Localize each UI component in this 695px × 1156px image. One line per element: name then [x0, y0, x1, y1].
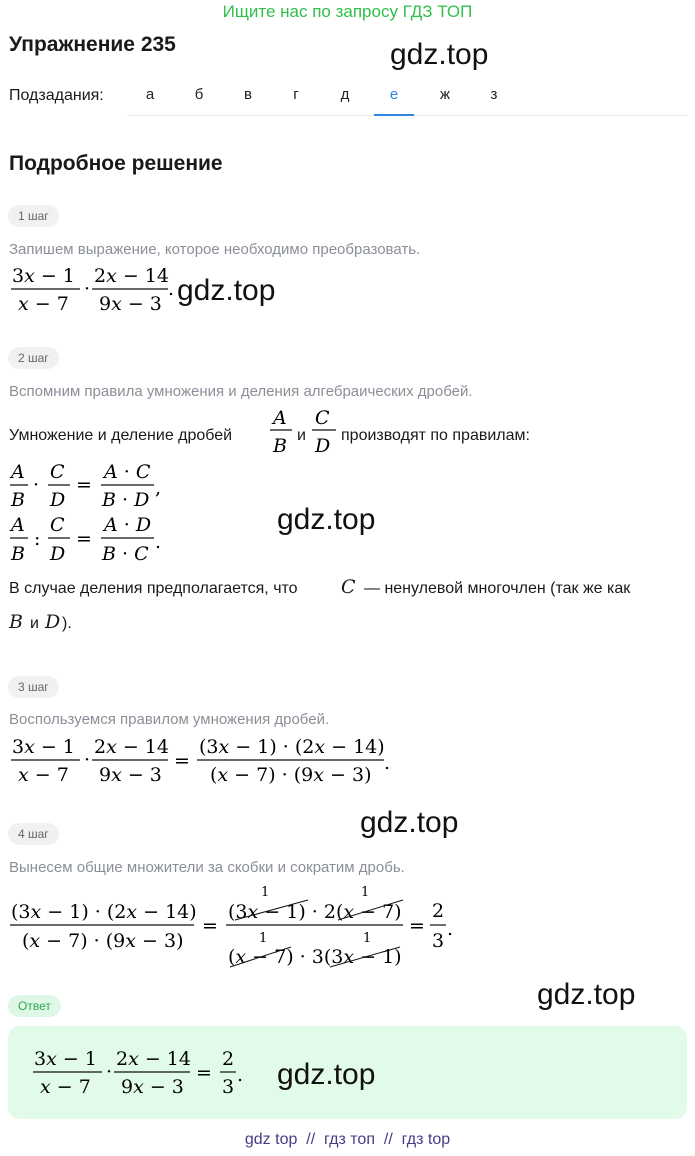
svg-text:x − 7: x − 7: [18, 764, 69, 786]
svg-text:D: D: [50, 543, 66, 565]
svg-text:x − 7: x − 7: [40, 1076, 91, 1098]
svg-text:3x − 1: 3x − 1: [12, 736, 75, 758]
watermark: gdz.top: [277, 503, 376, 536]
svg-text:2x − 14: 2x − 14: [94, 736, 169, 758]
step-3-formula: [8, 733, 398, 791]
svg-text:C: C: [315, 407, 330, 429]
tab-z[interactable]: з: [490, 86, 498, 103]
tab-b[interactable]: б: [194, 86, 204, 103]
tab-a[interactable]: а: [145, 86, 155, 103]
svg-text:A: A: [11, 514, 25, 536]
answer-formula: [30, 1045, 250, 1103]
svg-text:3x − 1: 3x − 1: [12, 265, 75, 287]
rule-intro: Умножение и деление дробей: [9, 427, 233, 444]
footer-links[interactable]: gdz top // гдз топ // гдз top: [244, 1131, 451, 1148]
watermark: gdz.top: [537, 978, 636, 1011]
svg-text:B · D: B · D: [102, 489, 150, 511]
step-4-badge: 4 шаг: [8, 823, 59, 845]
page-title: Упражнение 235: [9, 33, 176, 56]
svg-text:2x − 14: 2x − 14: [94, 265, 169, 287]
svg-text:1: 1: [361, 885, 370, 900]
fraction-a-b: [268, 404, 294, 460]
tab-d[interactable]: д: [340, 86, 350, 103]
svg-text:(x − 7) · (9x − 3): (x − 7) · (9x − 3): [210, 764, 372, 786]
fraction-c-d: [310, 404, 338, 460]
svg-text:1: 1: [363, 931, 372, 946]
svg-text:1: 1: [259, 931, 268, 946]
svg-text:A: A: [11, 461, 25, 483]
svg-text:1: 1: [261, 885, 270, 900]
svg-text:x − 7: x − 7: [18, 293, 69, 315]
var-d: D: [45, 611, 61, 633]
svg-text:D: D: [315, 435, 331, 457]
svg-text:9x − 3: 9x − 3: [121, 1076, 184, 1098]
svg-text:.: .: [237, 1064, 244, 1086]
svg-text:A · C: A · C: [104, 461, 151, 483]
svg-text:A · D: A · D: [104, 514, 152, 536]
svg-text:.: .: [155, 531, 162, 553]
svg-text:B: B: [11, 543, 25, 565]
svg-text:=: =: [174, 750, 190, 772]
svg-text:3: 3: [432, 930, 445, 952]
svg-text:3x − 1: 3x − 1: [34, 1048, 97, 1070]
section-title: Подробное решение: [9, 152, 223, 175]
watermark: gdz.top: [390, 38, 489, 71]
rules-formula: [8, 458, 178, 570]
top-banner[interactable]: Ищите нас по запросу ГДЗ ТОП: [222, 2, 473, 21]
svg-text:2: 2: [222, 1048, 235, 1070]
svg-text:9x − 3: 9x − 3: [99, 764, 162, 786]
svg-text:.: .: [168, 278, 175, 300]
step-4-hint: Вынесем общие множители за скобки и сократим дробь.: [9, 859, 405, 876]
svg-text:·: ·: [84, 749, 91, 771]
var-c: C: [341, 576, 356, 598]
rule-tail: производят по правилам:: [341, 427, 530, 444]
tab-v[interactable]: в: [244, 86, 252, 103]
tab-e[interactable]: е: [374, 76, 414, 116]
svg-text:B: B: [11, 489, 25, 511]
svg-text:·: ·: [33, 474, 40, 496]
svg-text:·: ·: [106, 1061, 113, 1083]
svg-text:D: D: [50, 489, 66, 511]
svg-text:(x − 7) · 3(3x − 1): (x − 7) · 3(3x − 1): [228, 946, 402, 968]
svg-text:9x − 3: 9x − 3: [99, 293, 162, 315]
svg-text:,: ,: [155, 477, 162, 499]
step-4-formula: [8, 880, 458, 972]
svg-text:·: ·: [84, 278, 91, 300]
note-end: ).: [62, 615, 72, 632]
var-b: B: [9, 611, 23, 633]
svg-text:=: =: [202, 915, 218, 937]
svg-text:2x − 14: 2x − 14: [116, 1048, 191, 1070]
svg-text::: :: [34, 528, 41, 550]
svg-text:=: =: [409, 915, 425, 937]
svg-text:(3x − 1) · (2x − 14): (3x − 1) · (2x − 14): [199, 736, 385, 758]
watermark: gdz.top: [177, 274, 276, 307]
svg-text:2: 2: [432, 900, 445, 922]
step-3-hint: Воспользуемся правилом умножения дробей.: [9, 711, 330, 728]
subtasks-label: Подзадания:: [9, 87, 104, 104]
svg-text:=: =: [196, 1062, 212, 1084]
note-and: и: [30, 615, 39, 632]
watermark: gdz.top: [277, 1058, 376, 1091]
answer-badge: Ответ: [8, 995, 61, 1017]
step-3-badge: 3 шаг: [8, 676, 59, 698]
rule-and: и: [297, 427, 306, 444]
subtask-tabs: [127, 76, 687, 116]
svg-text:B: B: [273, 435, 287, 457]
watermark: gdz.top: [360, 806, 459, 839]
svg-text:(x − 7) · (9x − 3): (x − 7) · (9x − 3): [22, 930, 184, 952]
svg-text:=: =: [76, 528, 92, 550]
svg-text:=: =: [76, 474, 92, 496]
svg-text:B · C: B · C: [102, 543, 149, 565]
step-2-badge: 2 шаг: [8, 347, 59, 369]
svg-text:.: .: [447, 918, 454, 940]
svg-text:.: .: [384, 752, 391, 774]
step-2-hint: Вспомним правила умножения и деления алгебраических дробей.: [9, 383, 473, 400]
svg-text:C: C: [50, 461, 65, 483]
step-1-badge: 1 шаг: [8, 205, 59, 227]
step-1-hint: Запишем выражение, которое необходимо преобразовать.: [9, 241, 421, 258]
svg-text:(3x − 1) · (2x − 14): (3x − 1) · (2x − 14): [11, 901, 197, 923]
svg-text:(3x − 1) · 2(x − 7): (3x − 1) · 2(x − 7): [228, 901, 402, 923]
step-1-formula: [8, 262, 178, 318]
tab-g[interactable]: г: [293, 86, 299, 103]
svg-text:A: A: [273, 407, 287, 429]
svg-text:3: 3: [222, 1076, 235, 1098]
tab-zh[interactable]: ж: [439, 86, 451, 103]
note-mid: — ненулевой многочлен (так же как: [364, 580, 631, 597]
svg-text:C: C: [50, 514, 65, 536]
note-start: В случае деления предполагается, что: [9, 580, 298, 597]
